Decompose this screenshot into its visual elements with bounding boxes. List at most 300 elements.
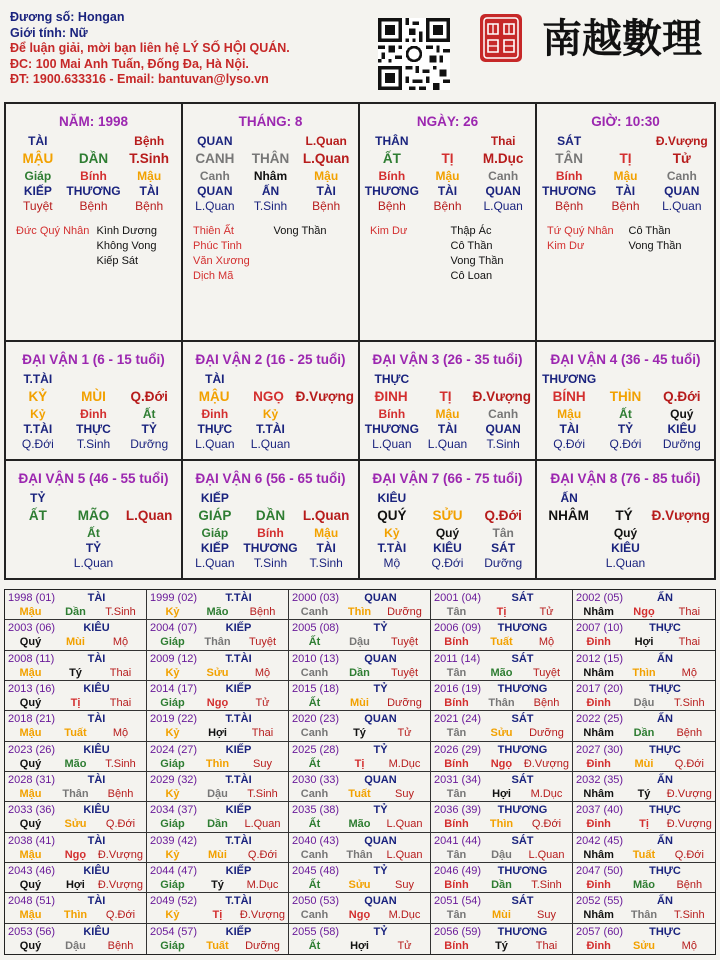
ten-god-label: THƯƠNG [542, 372, 597, 386]
year-branch: Mão [632, 879, 655, 891]
life-stage: T.Sinh [76, 437, 111, 451]
star-name: Đức Quý Nhân [16, 225, 90, 237]
stars-left [547, 224, 629, 254]
hidden-god-row [364, 422, 531, 437]
hidden-god-row [10, 541, 177, 556]
year-pillar [8, 939, 143, 953]
year-branch: Tị [496, 606, 507, 618]
year-pillar [576, 817, 712, 831]
year-pillar [292, 757, 427, 771]
ten-god-label: TÀI [205, 372, 225, 386]
hidden-god [298, 422, 354, 437]
year-ten-god: ẤN [657, 652, 673, 665]
stem-branch-row [187, 387, 354, 407]
year-stage: M.Dục [388, 757, 421, 770]
hidden-stem-row [10, 526, 177, 541]
hidden-stem-row [364, 169, 531, 184]
year-stage: Đ.Vượng [97, 848, 143, 861]
year-ten-god: ẤN [657, 592, 673, 604]
year-stem: Nhâm [583, 848, 614, 861]
stem-branch: Đ.Vượng [472, 389, 531, 404]
year-stem: Kỷ [165, 788, 180, 800]
year-stem: Bính [444, 879, 469, 891]
hidden-stem: Mậu [314, 169, 339, 183]
stem-branch-row [10, 387, 177, 407]
year-stem: Giáp [160, 879, 185, 891]
year-ten-god: THƯƠNG [497, 743, 548, 756]
year-branch: Thìn [205, 757, 230, 770]
ten-god-label: KIẾP [200, 491, 229, 505]
hidden-stem: Quý [613, 526, 638, 540]
year-ten-god: SÁT [511, 652, 534, 665]
hidden-stem: Giáp [201, 526, 229, 540]
year-cell [431, 711, 573, 741]
life-stage [10, 556, 66, 571]
year-ten-god: QUAN [364, 834, 397, 847]
year-header [434, 712, 569, 726]
year-branch: Thân [204, 636, 231, 649]
year-stage: Bệnh [107, 939, 134, 952]
year-stem: Nhâm [583, 727, 614, 740]
year-cell [431, 924, 573, 954]
year-stem: Quý [19, 636, 42, 649]
star-name: Vong Thần [450, 255, 504, 267]
year-stem: Ất [308, 636, 321, 649]
life-stage: T.Sinh [309, 556, 343, 570]
stem-branch-row [10, 506, 177, 526]
hidden-stem: Canh [666, 169, 697, 183]
pillar-column [183, 104, 360, 340]
life-stage-row [364, 437, 531, 452]
year-label: 2004 (07) [150, 622, 198, 635]
star-name: Kình Dương [96, 225, 157, 237]
year-label: 2007 (10) [576, 622, 624, 635]
stem-branch: DẦN [78, 151, 109, 166]
year-header [576, 652, 712, 666]
luck-period-cell [537, 342, 714, 461]
year-stage: Q.Đới [531, 818, 562, 831]
stars-right [274, 224, 355, 284]
ten-god-label-row [10, 491, 177, 506]
hidden-stem: Mậu [557, 407, 582, 421]
life-stage: L.Quan [483, 199, 523, 213]
luck-period-title: ĐẠI VẬN 2 (16 - 25 tuổi) [195, 352, 346, 367]
year-pillar [292, 635, 427, 649]
year-header [292, 773, 427, 787]
pillar-title: NGÀY: 26 [416, 114, 479, 129]
year-cell [147, 651, 289, 681]
spacer [475, 491, 531, 506]
year-header [292, 834, 427, 848]
year-branch: Mùi [66, 636, 85, 649]
ten-god-label-row [187, 134, 354, 149]
year-cell [289, 802, 431, 832]
year-cell [5, 893, 147, 923]
life-stage: Bệnh [312, 199, 341, 213]
year-ten-god: TỶ [373, 683, 388, 695]
year-pillar [8, 666, 143, 680]
year-stem: Đinh [586, 697, 611, 709]
life-stage: Dưỡng [662, 437, 701, 451]
year-branch: Sửu [348, 879, 371, 891]
year-label: 2022 (25) [576, 713, 624, 726]
luck-period-cell [183, 342, 360, 461]
year-pillar [8, 605, 143, 619]
year-ten-god: ẤN [657, 774, 673, 786]
year-branch: Mão [64, 757, 87, 770]
year-header [292, 743, 427, 757]
year-header [292, 925, 427, 939]
star-name: Cô Loan [450, 270, 493, 282]
hidden-stem: Ất [619, 407, 632, 421]
year-branch: Mùi [208, 848, 227, 861]
year-stem: Quý [19, 818, 42, 831]
hidden-stem-row [541, 526, 710, 541]
year-branch: Tý [637, 788, 651, 800]
year-branch: Mùi [350, 697, 369, 709]
year-cell [5, 802, 147, 832]
year-stem: Ất [308, 757, 321, 770]
year-cell [289, 863, 431, 893]
year-ten-god: SÁT [511, 713, 534, 726]
year-ten-god: TÀI [87, 652, 106, 665]
year-branch: Thìn [632, 666, 656, 679]
hidden-stem-row [10, 407, 177, 422]
year-label: 2040 (43) [292, 834, 340, 847]
luck-period-title: ĐẠI VẬN 4 (36 - 45 tuổi) [550, 352, 701, 367]
year-branch: Dần [633, 727, 655, 740]
hidden-god-row [187, 184, 354, 199]
year-stem: Mậu [19, 606, 42, 618]
year-header [150, 591, 285, 605]
pillar-title: THÁNG: 8 [238, 114, 303, 129]
year-label: 2006 (09) [434, 622, 482, 635]
year-header [8, 621, 143, 635]
year-header [576, 773, 712, 787]
hidden-stem: Mậu [137, 169, 162, 183]
year-branch: Tị [212, 909, 223, 922]
year-stage: Dưỡng [529, 727, 564, 740]
symbolic-stars [10, 224, 177, 269]
hidden-god: TỶ [141, 422, 157, 436]
year-pillar [434, 757, 569, 771]
year-cell [147, 681, 289, 711]
year-stem: Bính [444, 636, 469, 649]
year-header [150, 894, 285, 908]
year-label: 2013 (16) [8, 683, 56, 695]
life-stage: Dưỡng [484, 556, 523, 570]
hidden-god: ẤN [261, 184, 280, 198]
year-stem: Giáp [160, 697, 185, 709]
qr-code-icon [378, 18, 450, 90]
year-stem: Đinh [586, 879, 611, 891]
year-stem: Giáp [160, 757, 185, 770]
year-stem: Mậu [19, 909, 42, 922]
hidden-stem: Mậu [435, 169, 460, 183]
year-stage: T.Sinh [674, 909, 705, 922]
year-pillar [434, 939, 569, 953]
year-stage: Đ.Vượng [666, 788, 712, 800]
year-branch: Hợi [350, 939, 369, 952]
year-header [434, 682, 569, 696]
year-pillar [292, 908, 427, 922]
life-stage: Bệnh [79, 199, 108, 213]
year-cell [431, 651, 573, 681]
stars-left [370, 224, 451, 284]
year-cell [147, 620, 289, 650]
year-branch: Sửu [490, 727, 513, 740]
year-header [434, 621, 569, 635]
year-label: 2023 (26) [8, 743, 56, 756]
stem-branch: DẦN [255, 508, 286, 523]
star-name: Cô Thần [450, 240, 493, 252]
year-pillar [8, 635, 143, 649]
year-cell [147, 590, 289, 620]
year-pillar [8, 878, 143, 892]
year-cell [573, 893, 715, 923]
year-ten-god: THƯƠNG [497, 925, 548, 938]
year-branch: Tý [69, 666, 82, 679]
stem-branch: L.Quan [302, 151, 350, 166]
year-header [292, 682, 427, 696]
year-label: 2003 (06) [8, 622, 56, 635]
spacer [298, 491, 354, 506]
year-pillar [150, 635, 285, 649]
hidden-stem: Bính [555, 169, 583, 183]
year-cell [573, 802, 715, 832]
year-label: 2043 (46) [8, 865, 56, 877]
stem-branch: KỶ [28, 389, 48, 404]
year-ten-god: THƯƠNG [497, 622, 548, 635]
spacer [243, 491, 299, 506]
spacer [597, 372, 653, 387]
year-branch: Dậu [633, 697, 655, 709]
year-cell [5, 833, 147, 863]
year-pillar [292, 696, 427, 710]
hidden-god: T.TÀI [377, 541, 407, 555]
year-header [434, 864, 569, 878]
stem-branch: Q.Đới [484, 508, 522, 523]
luck-period-cell [183, 461, 360, 578]
year-stem: Tân [446, 788, 467, 800]
hidden-stem: Quý [435, 526, 460, 540]
year-stem: Quý [19, 697, 42, 709]
hidden-stem: Đinh [80, 407, 107, 421]
star-name: Kim Dư [547, 240, 585, 252]
hidden-stem: Canh [488, 169, 519, 183]
ten-god-label-row [364, 134, 531, 149]
year-cell [5, 711, 147, 741]
year-stage: Dưỡng [387, 697, 422, 709]
year-ten-god: TỶ [373, 804, 388, 817]
hidden-god: TÀI [437, 184, 458, 198]
year-stage: Đ.Vượng [523, 757, 569, 770]
life-stage: Q.Đới [21, 437, 54, 451]
year-cell [573, 651, 715, 681]
luck-period-title: ĐẠI VẬN 3 (26 - 35 tuổi) [372, 352, 523, 367]
stem-branch: L.Quan [302, 508, 350, 523]
year-ten-god: THỰC [649, 622, 681, 635]
year-label: 2031 (34) [434, 774, 482, 786]
year-cell [147, 833, 289, 863]
stem-branch: M.Dục [482, 151, 524, 166]
year-branch: Sửu [64, 818, 87, 831]
year-branch: Dần [207, 818, 228, 831]
hidden-stem-row [364, 407, 531, 422]
year-cell [289, 590, 431, 620]
year-stem: Quý [19, 939, 42, 952]
hidden-god [654, 541, 710, 556]
symbolic-stars [541, 224, 710, 254]
year-ten-god: SÁT [511, 834, 534, 847]
year-pillar [8, 817, 143, 831]
life-stage-row [541, 556, 710, 571]
hidden-stem: Tân [492, 526, 514, 540]
year-branch: Mão [348, 818, 371, 831]
year-branch: Thân [62, 788, 89, 800]
hidden-god: T.TÀI [23, 422, 53, 436]
year-stem: Tân [446, 909, 467, 922]
year-header [576, 591, 712, 605]
year-label: 2019 (22) [150, 713, 198, 726]
year-header [150, 743, 285, 757]
year-cell [147, 742, 289, 772]
life-stage: T.Sinh [253, 199, 288, 213]
year-pillar [576, 878, 712, 892]
year-ten-god: KIÊU [83, 804, 110, 817]
year-ten-god: TÀI [87, 774, 106, 786]
year-pillar [576, 787, 712, 801]
year-ten-god: T.TÀI [225, 592, 252, 604]
ten-god-label: TỶ [30, 491, 46, 505]
year-header [150, 803, 285, 817]
year-label: 2018 (21) [8, 713, 56, 726]
hidden-god: TỶ [85, 541, 102, 555]
ten-god-label-row [541, 372, 710, 387]
year-header [8, 773, 143, 787]
year-branch: Ngọ [633, 606, 655, 618]
year-stem: Giáp [160, 818, 185, 831]
hidden-god: TÀI [316, 184, 336, 198]
stem-branch: SỬU [432, 508, 463, 523]
year-header [8, 834, 143, 848]
ten-god-label: L.Quan [305, 134, 347, 148]
hidden-god-row [364, 541, 531, 556]
stem-branch: T.Sinh [129, 151, 170, 166]
ten-god-label-row [10, 372, 177, 387]
year-stage: Suy [395, 788, 414, 800]
year-stage: Tuyệt [532, 666, 561, 679]
year-label: 2039 (42) [150, 834, 198, 847]
year-header [434, 834, 569, 848]
hidden-god: TÀI [615, 184, 636, 198]
year-branch: Tuất [64, 727, 87, 740]
stem-branch-row [541, 149, 710, 169]
year-stem: Bính [444, 818, 469, 831]
ten-god-label [243, 134, 299, 149]
hidden-god [121, 541, 177, 556]
year-stem: Đinh [586, 636, 611, 649]
year-branch: Mùi [492, 909, 511, 922]
year-stem: Ất [308, 697, 321, 709]
hidden-stem: Quý [670, 407, 694, 421]
year-header [434, 591, 569, 605]
hidden-god-row [541, 541, 710, 556]
ten-god-label-row [10, 134, 177, 149]
star-name: Cô Thần [628, 225, 671, 237]
stem-branch: BÍNH [552, 389, 586, 404]
year-pillar [434, 878, 569, 892]
hidden-god-row [10, 422, 177, 437]
stars-left [16, 224, 97, 269]
stars-left [193, 224, 274, 284]
hidden-stem: Đinh [201, 407, 229, 421]
stem-branch: Đ.Vượng [651, 508, 710, 523]
year-label: 2000 (03) [292, 592, 340, 604]
stem-branch: Q.Đới [130, 389, 168, 404]
luck-period-cell [6, 461, 183, 578]
stem-branch: Tử [672, 151, 691, 166]
year-branch: Thìn [489, 818, 514, 831]
person-name: Đương số: Hongan [10, 10, 125, 24]
year-stage: Bệnh [107, 788, 134, 800]
year-header [576, 743, 712, 757]
year-label: 2010 (13) [292, 652, 340, 665]
year-header [150, 925, 285, 939]
year-label: 2035 (38) [292, 804, 340, 817]
hidden-god: KIẾP [23, 184, 52, 198]
hidden-god-row [187, 422, 354, 437]
year-stage: Suy [253, 757, 272, 770]
year-branch: Hợi [208, 727, 227, 740]
hidden-god-row [541, 422, 710, 437]
hidden-stem: Mậu [435, 407, 460, 421]
year-cell [289, 651, 431, 681]
year-pillar [150, 757, 285, 771]
year-stem: Mậu [19, 727, 42, 740]
year-cell [289, 742, 431, 772]
year-stage: Mộ [538, 636, 555, 649]
year-pillar [576, 908, 712, 922]
year-stage: Tử [397, 939, 412, 952]
year-branch: Hợi [65, 879, 85, 891]
year-header [8, 652, 143, 666]
year-pillar [434, 605, 569, 619]
year-header [150, 682, 285, 696]
year-branch: Tuất [490, 636, 513, 649]
stem-branch: NGỌ [253, 389, 284, 404]
year-stem: Đinh [586, 757, 611, 770]
year-branch: Dần [65, 606, 86, 618]
life-stage: Q.Đới [431, 556, 464, 570]
year-stage: T.Sinh [105, 606, 136, 618]
year-ten-god: ẤN [657, 834, 673, 847]
year-stem: Canh [300, 788, 329, 800]
year-branch: Tý [353, 727, 366, 740]
year-header [292, 803, 427, 817]
svg-text:南越數理: 南越數理 [542, 15, 702, 62]
year-branch: Tị [70, 697, 81, 709]
year-cell [289, 833, 431, 863]
life-stage-row [187, 199, 354, 214]
year-label: 2011 (14) [434, 652, 481, 665]
year-stem: Tân [446, 666, 467, 679]
spacer [654, 372, 710, 387]
year-stem: Tân [446, 606, 467, 618]
life-stage-row [364, 199, 531, 214]
year-label: 2041 (44) [434, 834, 482, 847]
year-ten-god: QUAN [364, 652, 397, 665]
